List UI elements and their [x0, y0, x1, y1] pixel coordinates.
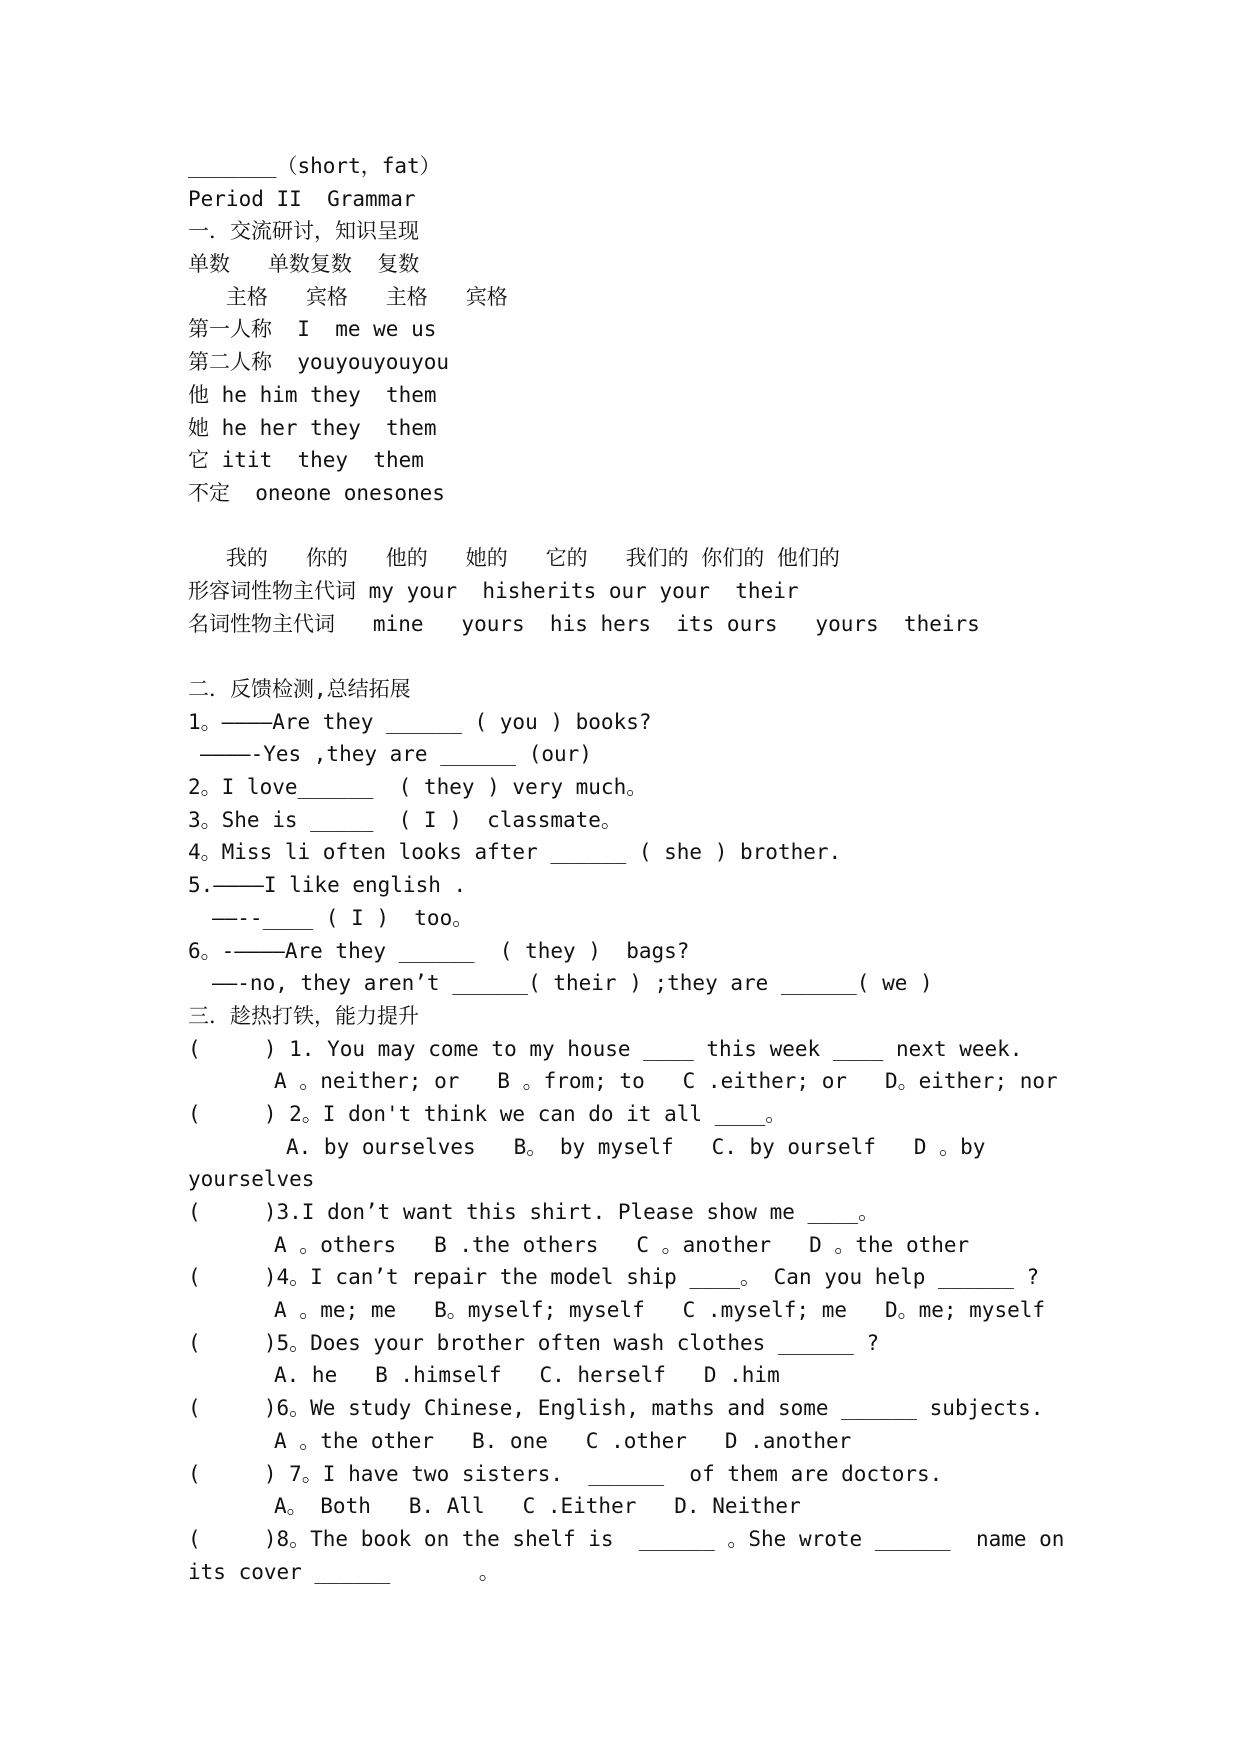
pronoun-row-indefinite: 不定 oneone onesones — [188, 480, 445, 505]
possessive-table-header: 我的 你的 他的 她的 它的 我们的 你们的 他们的 — [188, 546, 840, 571]
mc-question-8: ( )8。The book on the shelf is ______ 。She wrote ______ name on — [188, 1526, 1065, 1551]
exercise-3: 3。She is _____ ( I ) classmate。 — [188, 807, 622, 832]
mc-question-8-wrap: its cover ______ 。 — [188, 1559, 500, 1584]
title-blank-line: _______（short，fat） — [188, 154, 441, 178]
mc-question-2: ( ) 2。I don't think we can do it all ____。 — [188, 1101, 787, 1126]
exercise-2: 2。I love______ ( they ) very much。 — [188, 775, 648, 800]
mc-options-4: A 。me; me B。myself; myself C .myself; me D。me; myself — [274, 1298, 1046, 1323]
pronoun-table-header-1: 单数 单数复数 复数 — [188, 252, 420, 277]
exercise-1-question: 1。————Are they ______ ( you ) books? — [188, 709, 652, 734]
possessive-noun-row: 名词性物主代词 mine yours his hers its ours yours theirs — [188, 611, 980, 636]
mc-question-6: ( )6。We study Chinese, English, maths and some ______ subjects. — [188, 1396, 1044, 1421]
period-heading: Period II Grammar — [188, 186, 416, 211]
exercise-5-answer: ——--____ ( I ) too。 — [212, 905, 474, 930]
spacer — [188, 510, 1068, 543]
mc-question-5: ( )5。Does your brother often wash clothes ______ ? — [188, 1330, 880, 1355]
exercise-6-answer: ——-no, they aren’t ______( their ) ;they are ______( we ) — [212, 971, 933, 996]
exercise-5-question: 5.————I like english . — [188, 873, 467, 898]
pronoun-row-first-person: 第一人称 I me we us — [188, 317, 437, 342]
exercise-6-question: 6。-————Are they ______ ( they ) bags? — [188, 938, 690, 963]
mc-options-1: A 。neither; or B 。from; to C .either; or D。either; nor — [274, 1069, 1058, 1094]
mc-options-3: A 。others B .the others C 。another D 。the other — [274, 1232, 970, 1257]
mc-question-7: ( ) 7。I have two sisters. ______ of them are doctors. — [188, 1461, 943, 1486]
section-2-heading: 二．反馈检测,总结拓展 — [188, 677, 411, 701]
exercise-1-answer: ————-Yes ,they are ______ (our) — [200, 742, 592, 767]
worksheet — [188, 150, 1068, 1588]
section-1-heading: 一．交流研讨，知识呈现 — [188, 219, 419, 244]
possessive-adjective-row: 形容词性物主代词 my your hisherits our your their — [188, 578, 799, 603]
mc-options-5: A. he B .himself C. herself D .him — [274, 1363, 780, 1388]
mc-question-4: ( )4。I can’t repair the model ship ____。 Can you help ______ ? — [188, 1265, 1040, 1290]
section-3-heading: 三．趁热打铁，能力提升 — [188, 1003, 419, 1028]
pronoun-row-it: 它 itit they them — [188, 448, 424, 473]
mc-options-2-wrap: yourselves — [188, 1167, 315, 1192]
pronoun-row-second-person: 第二人称 youyouyouyou — [188, 350, 450, 375]
spacer — [188, 640, 1068, 673]
mc-question-3: ( )3.I don’t want this shirt. Please show me ____。 — [188, 1200, 880, 1224]
mc-options-2: A. by ourselves B。 by myself C. by ourself D 。by — [286, 1134, 986, 1159]
mc-options-6: A 。the other B. one C .other D .another — [274, 1428, 852, 1453]
pronoun-row-he: 他 he him they them — [188, 382, 437, 407]
exercise-4: 4。Miss li often looks after ______ ( she ) brother. — [188, 840, 842, 865]
pronoun-row-she: 她 he her they them — [188, 415, 437, 440]
mc-options-7: A。 Both B. All C .Either D. Neither — [274, 1494, 801, 1519]
mc-question-1: ( ) 1. You may come to my house ____ this week ____ next week. — [188, 1036, 1023, 1061]
pronoun-table-header-2: 主格 宾格 主格 宾格 — [188, 284, 508, 309]
